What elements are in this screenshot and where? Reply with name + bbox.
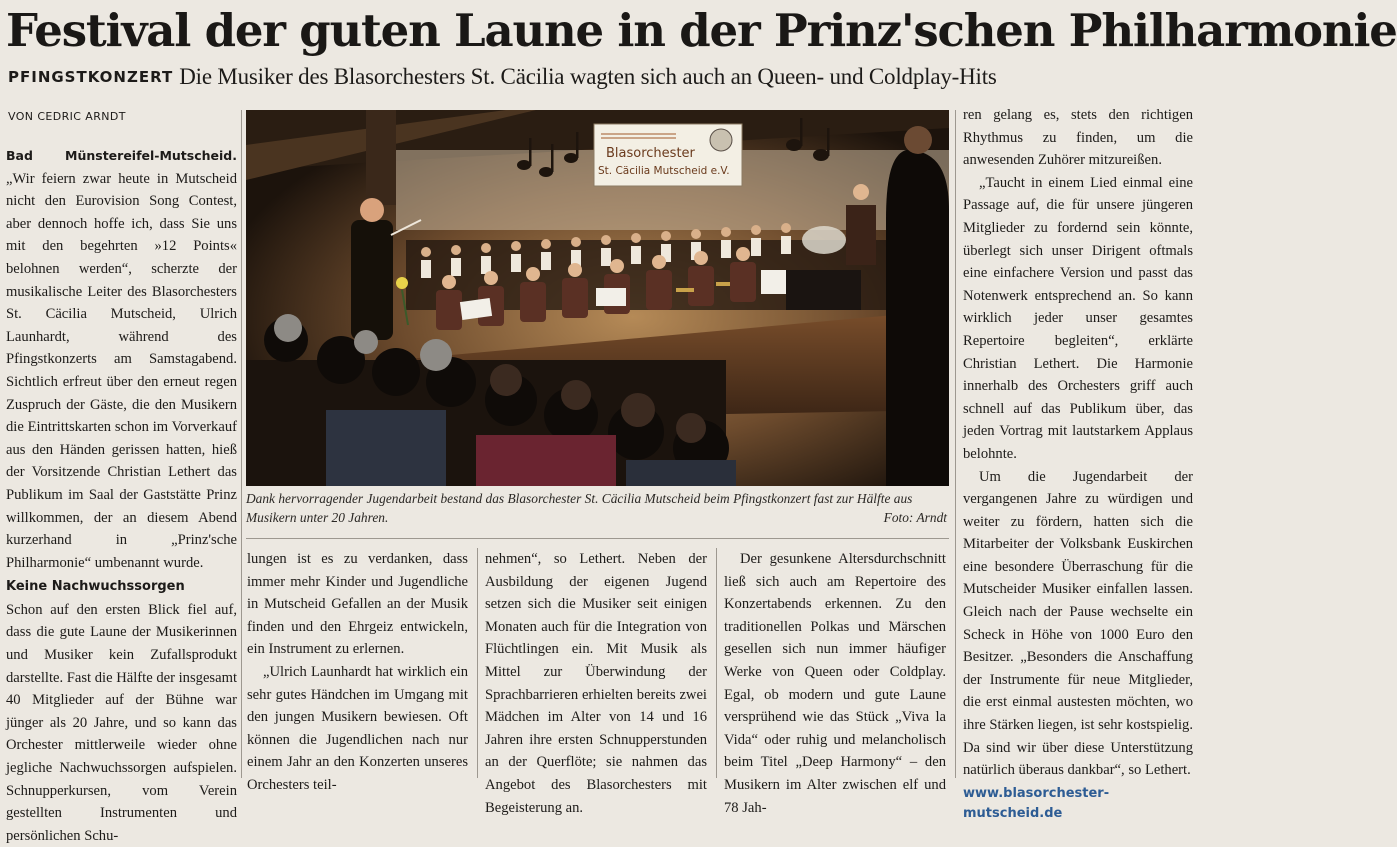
paragraph: Um die Jugendarbeit der vergangenen Jahre zu würdigen und weiter zu fördern, hatten sich die Mitarbeiter der Volksbank Euskirchen eine besondere Überraschung für die Mutscheider Musiker einfallen lassen. Gleich nach der Pause wechselte ein Scheck in Höhe von 1000 Euro den Besitzer. „Besonders die Anschaffung der Instrumente für neue Mitglieder, die erst einmal austesten möchten, wo ihre Stärken liegen, ist sehr kostspielig. Da sind wir über diese Unterstützung natürlich überaus dankbar“, so Lethert. xyxy=(963,468,1193,779)
headline: Festival der guten Laune in der Prinz'schen Philharmonie xyxy=(6,4,1397,57)
caption-text: Dank hervorragender Jugendarbeit bestand das Blasorchester St. Cäcilia Mutscheid beim Pfingstkonzert fast zur Hälfte aus Musikern unter 20 Jahren. xyxy=(246,491,913,525)
paragraph: ren gelang es, stets den richtigen Rhythmus zu finden, um die anwesenden Zuhörer mitzureißen. xyxy=(963,107,1193,169)
column-2 xyxy=(247,548,468,797)
deck: Die Musiker des Blasorchesters St. Cäcilia wagten sich auch an Queen- und Coldplay-Hits xyxy=(179,64,997,89)
paragraph: nehmen“, so Lethert. Neben der Ausbildung der eigenen Jugend setzen sich die Musiker seit einigen Monaten auch für die Integration von Flüchtlingen ein. Mit Musik als Mittel zur Überwindung der Sprachbarrieren erhielten bereits zwei Mädchen im Alter von 14 und 16 Jahren ihre ersten Schnupperstunden an der Querflöte; sie nahmen das Angebot des Blasorchesters mit Begeisterung an. xyxy=(485,551,707,816)
column-3 xyxy=(485,548,707,819)
paragraph: Der gesunkene Altersdurchschnitt ließ sich auch am Repertoire des Konzertabends erkennen. Zu den traditionellen Polkas und Märschen gesellen sich nun immer häufiger Werke von Queen oder Coldplay. Egal, ob modern und gute Laune versprühend wie das Stück „Viva la Vida“ oder ruhig und melancholisch beim Titel „Deep Harmony“ – den Musikern im Alter zwischen elf und 78 Jah- xyxy=(724,551,946,816)
byline: VON CEDRIC ARNDT xyxy=(8,110,126,123)
column-rule xyxy=(955,110,956,778)
caption-rule xyxy=(246,538,949,539)
photo-credit: Foto: Arndt xyxy=(883,510,947,525)
concert-photo xyxy=(246,110,949,486)
column-rule xyxy=(241,110,242,778)
paragraph-lead-text: „Wir feiern zwar heute in Mutscheid nicht den Eurovision Song Contest, aber dennoch hoffe ich, dass Sie uns mit den begehrten »12 Points« belohnen werden“, scherzte der musikalische Leiter des Blasorchesters St. Cäcilia Mutscheid, Ulrich Launhardt, während des Pfingstkonzerts am Samstagabend. Sichtlich erfreut über den erneut regen Zuspruch der Gäste, die den Musikern die Eintrittskarten schon im Vorverkauf aus den Händen gerissen hatten, hieß der Vorsitzende Christian Lethert das Publikum im Saal der Gaststätte Prinz willkommen, der an diesem Abend kurzerhand in „Prinz'sche Philharmonie“ umbenannt wurde. xyxy=(6,170,237,571)
column-1 xyxy=(6,145,237,847)
paragraph-lead xyxy=(6,145,237,574)
column-rule xyxy=(716,548,717,778)
photo-caption xyxy=(246,489,949,527)
orchestra-banner xyxy=(594,124,742,186)
paragraph: „Ulrich Launhardt hat wirklich ein sehr gutes Händchen im Umgang mit den jungen Musikern bewiesen. Oft können die Jugendlichen nach nur einem Jahr an den Konzerten unseres Orchesters teil- xyxy=(247,663,468,793)
subline xyxy=(8,64,997,90)
kicker: PFINGSTKONZERT xyxy=(8,68,174,86)
paragraph: „Taucht in einem Lied einmal eine Passage auf, die für unsere jüngeren Mitglieder zu fordernd sein könnte, überlegt sich unser Dirigent oftmals eine einfachere Version und passt das Notenwerk entsprechend an. So kann wirklich jeder unser gesamtes Repertoire begleiten“, erklärte Christian Lethert. Die Harmonie innerhalb des Orchesters griff auch schnell auf das Publikum über, das jeden Vortrag mit lautstarkem Applaus belohnte. xyxy=(963,174,1193,462)
column-rule xyxy=(477,548,478,778)
concert-photo-graphic xyxy=(246,110,949,486)
paragraph: Schon auf den ersten Blick fiel auf, dass die gute Laune der Musikerinnen und Musiker kein Zufallsprodukt darstellte. Fast die Hälfte der insgesamt 40 Mitglieder auf der Bühne war jünger als 20 Jahre, und so kann das Orchester mittlerweile wieder ohne jegliche Nachwuchssorgen aufspielen. Schnupperkursen, vom Verein gestellten Instrumenten und persönlichen Schu- xyxy=(6,601,237,844)
banner-line-2: St. Cäcilia Mutscheid e.V. xyxy=(598,165,730,177)
subhead: Keine Nachwuchssorgen xyxy=(6,579,185,595)
website-link[interactable]: www.blasorchester-mutscheid.de xyxy=(963,785,1110,821)
column-5 xyxy=(963,104,1193,824)
paragraph: lungen ist es zu verdanken, dass immer mehr Kinder und Jugendliche in Mutscheid Gefallen an der Musik finden und den Ehrgeiz entwickeln, ein Instrument zu erlernen. xyxy=(247,551,468,658)
column-4 xyxy=(724,548,946,819)
dateline: Bad Münstereifel-Mutscheid. xyxy=(6,148,237,163)
banner-line-1: Blasorchester xyxy=(606,146,695,161)
